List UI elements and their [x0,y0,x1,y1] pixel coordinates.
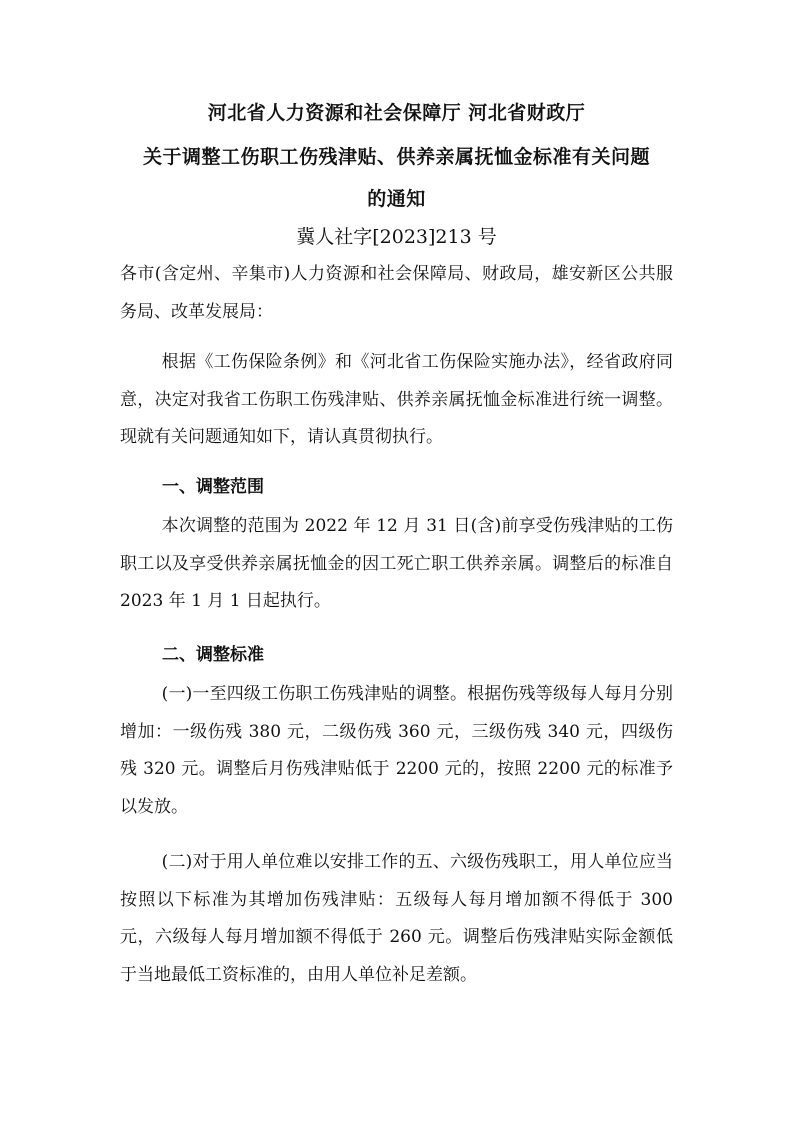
title-line-2: 关于调整工伤职工伤残津贴、供养亲属抚恤金标准有关问题 [142,146,650,168]
document-number: 冀人社字[2023]213 号 [296,226,497,248]
section-2-item-1: (一)一至四级工伤职工伤残津贴的调整。根据伤残等级每人每月分别增加：一级伤残 380 元，二级伤残 360 元，三级伤残 340 元，四级伤残 320 元。调整后月伤残津贴低于 2200 元的，按照 2200 元的标准予以发放。 [120,684,673,817]
title-line-1: 河北省人力资源和社会保障厅 河北省财政厅 [207,102,586,124]
section-1-paragraph: 本次调整的范围为 2022 年 12 月 31 日(含)前享受伤残津贴的工伤职工以及享受供养亲属抚恤金的因工死亡职工供养亲属。调整后的标准自 2023 年 1 月 1 日起执行。 [120,516,673,611]
section-2-item-2: (二)对于用人单位难以安排工作的五、六级伤残职工，用人单位应当按照以下标准为其增加伤残津贴：五级每人每月增加额不得低于 300 元，六级每人每月增加额不得低于 260 元。调整后伤残津贴实际金额低于当地最低工资标准的，由用人单位补足差额。 [120,852,673,985]
addressee-paragraph: 各市(含定州、辛集市)人力资源和社会保障局、财政局，雄安新区公共服务局、改革发展局： [120,264,673,322]
title-line-3: 的通知 [367,188,426,210]
section-2-heading: 二、调整标准 [162,645,264,665]
intro-paragraph: 根据《工伤保险条例》和《河北省工伤保险实施办法》，经省政府同意，决定对我省工伤职工伤残津贴、供养亲属抚恤金标准进行统一调整。现就有关问题通知如下，请认真贯彻执行。 [120,352,673,447]
section-1-heading: 一、调整范围 [162,477,264,497]
